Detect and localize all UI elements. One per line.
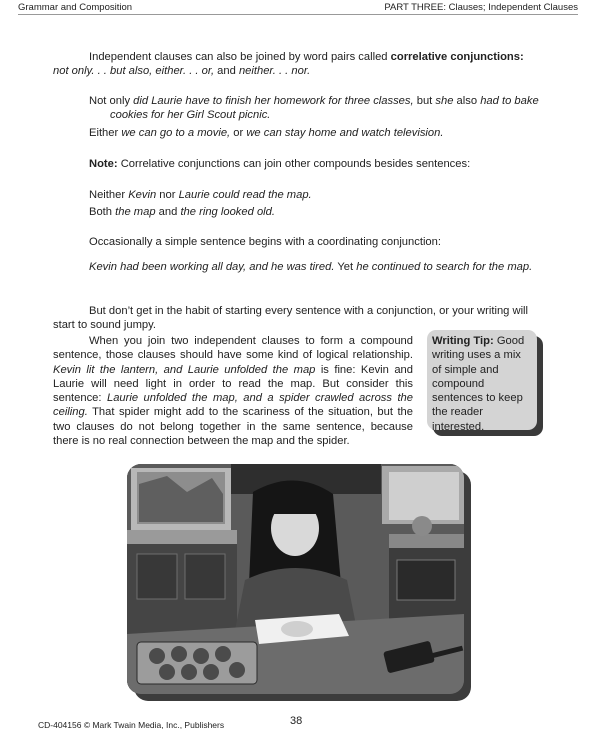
writing-tip-label: Writing Tip: xyxy=(432,335,494,347)
header-right: PART THREE: Clauses; Independent Clauses xyxy=(384,2,578,13)
header-rule xyxy=(18,14,578,15)
example-both: Both the map and the ring looked old. xyxy=(89,206,275,218)
example-either: Either we can go to a movie, or we can stay home and watch television. xyxy=(89,127,444,139)
note-label: Note: xyxy=(89,158,118,170)
term-correlative-conjunctions: correlative conjunctions: xyxy=(390,51,524,63)
example-not-only: Not only did Laurie have to finish her homework for three classes, but she also had to bake cookies for her Girl Scout picnic. xyxy=(89,95,539,122)
occasional-paragraph: Occasionally a simple sentence begins with a coordinating conjunction: xyxy=(89,236,441,248)
writing-tip-text: Good writing uses a mix of simple and compound sentences to keep the reader interested. xyxy=(432,335,525,433)
compound-paragraph: When you join two independent clauses to form a compound sentence, those clauses should have some kind of logical relationship. Kevin lit the lantern, and Laurie unfolded the map is fine: Kevin and Laurie will need light in order to read the map. But consider this sentence: Laurie unfolded the map, and a spider crawled across the ceiling. That spider might add to the scariness of the situation, but the two clauses do not belong together in the same sentence, because there is no real connection between the map and the spider. xyxy=(53,335,413,448)
kitchen-illustration xyxy=(127,464,464,694)
example-neither: Neither Kevin nor Laurie could read the map. xyxy=(89,189,312,201)
example-yet: Kevin had been working all day, and he was tired. Yet he continued to search for the map. xyxy=(89,261,533,273)
intro-paragraph: Independent clauses can also be joined by word pairs called correlative conjunctions: not only. . . but also, either. . . or, and neither. . . nor. xyxy=(53,51,524,78)
habit-paragraph: But don’t get in the habit of starting every sentence with a conjunction, or your writing will start to sound jumpy. xyxy=(53,305,529,332)
photo-girl-doing-homework xyxy=(127,464,464,694)
note-paragraph: Note: Correlative conjunctions can join other compounds besides sentences: xyxy=(89,158,471,170)
footer-publisher: CD-404156 © Mark Twain Media, Inc., Publishers xyxy=(38,720,225,730)
header-left: Grammar and Composition xyxy=(18,2,133,13)
page-number: 38 xyxy=(290,715,303,727)
writing-tip-box xyxy=(427,330,537,433)
